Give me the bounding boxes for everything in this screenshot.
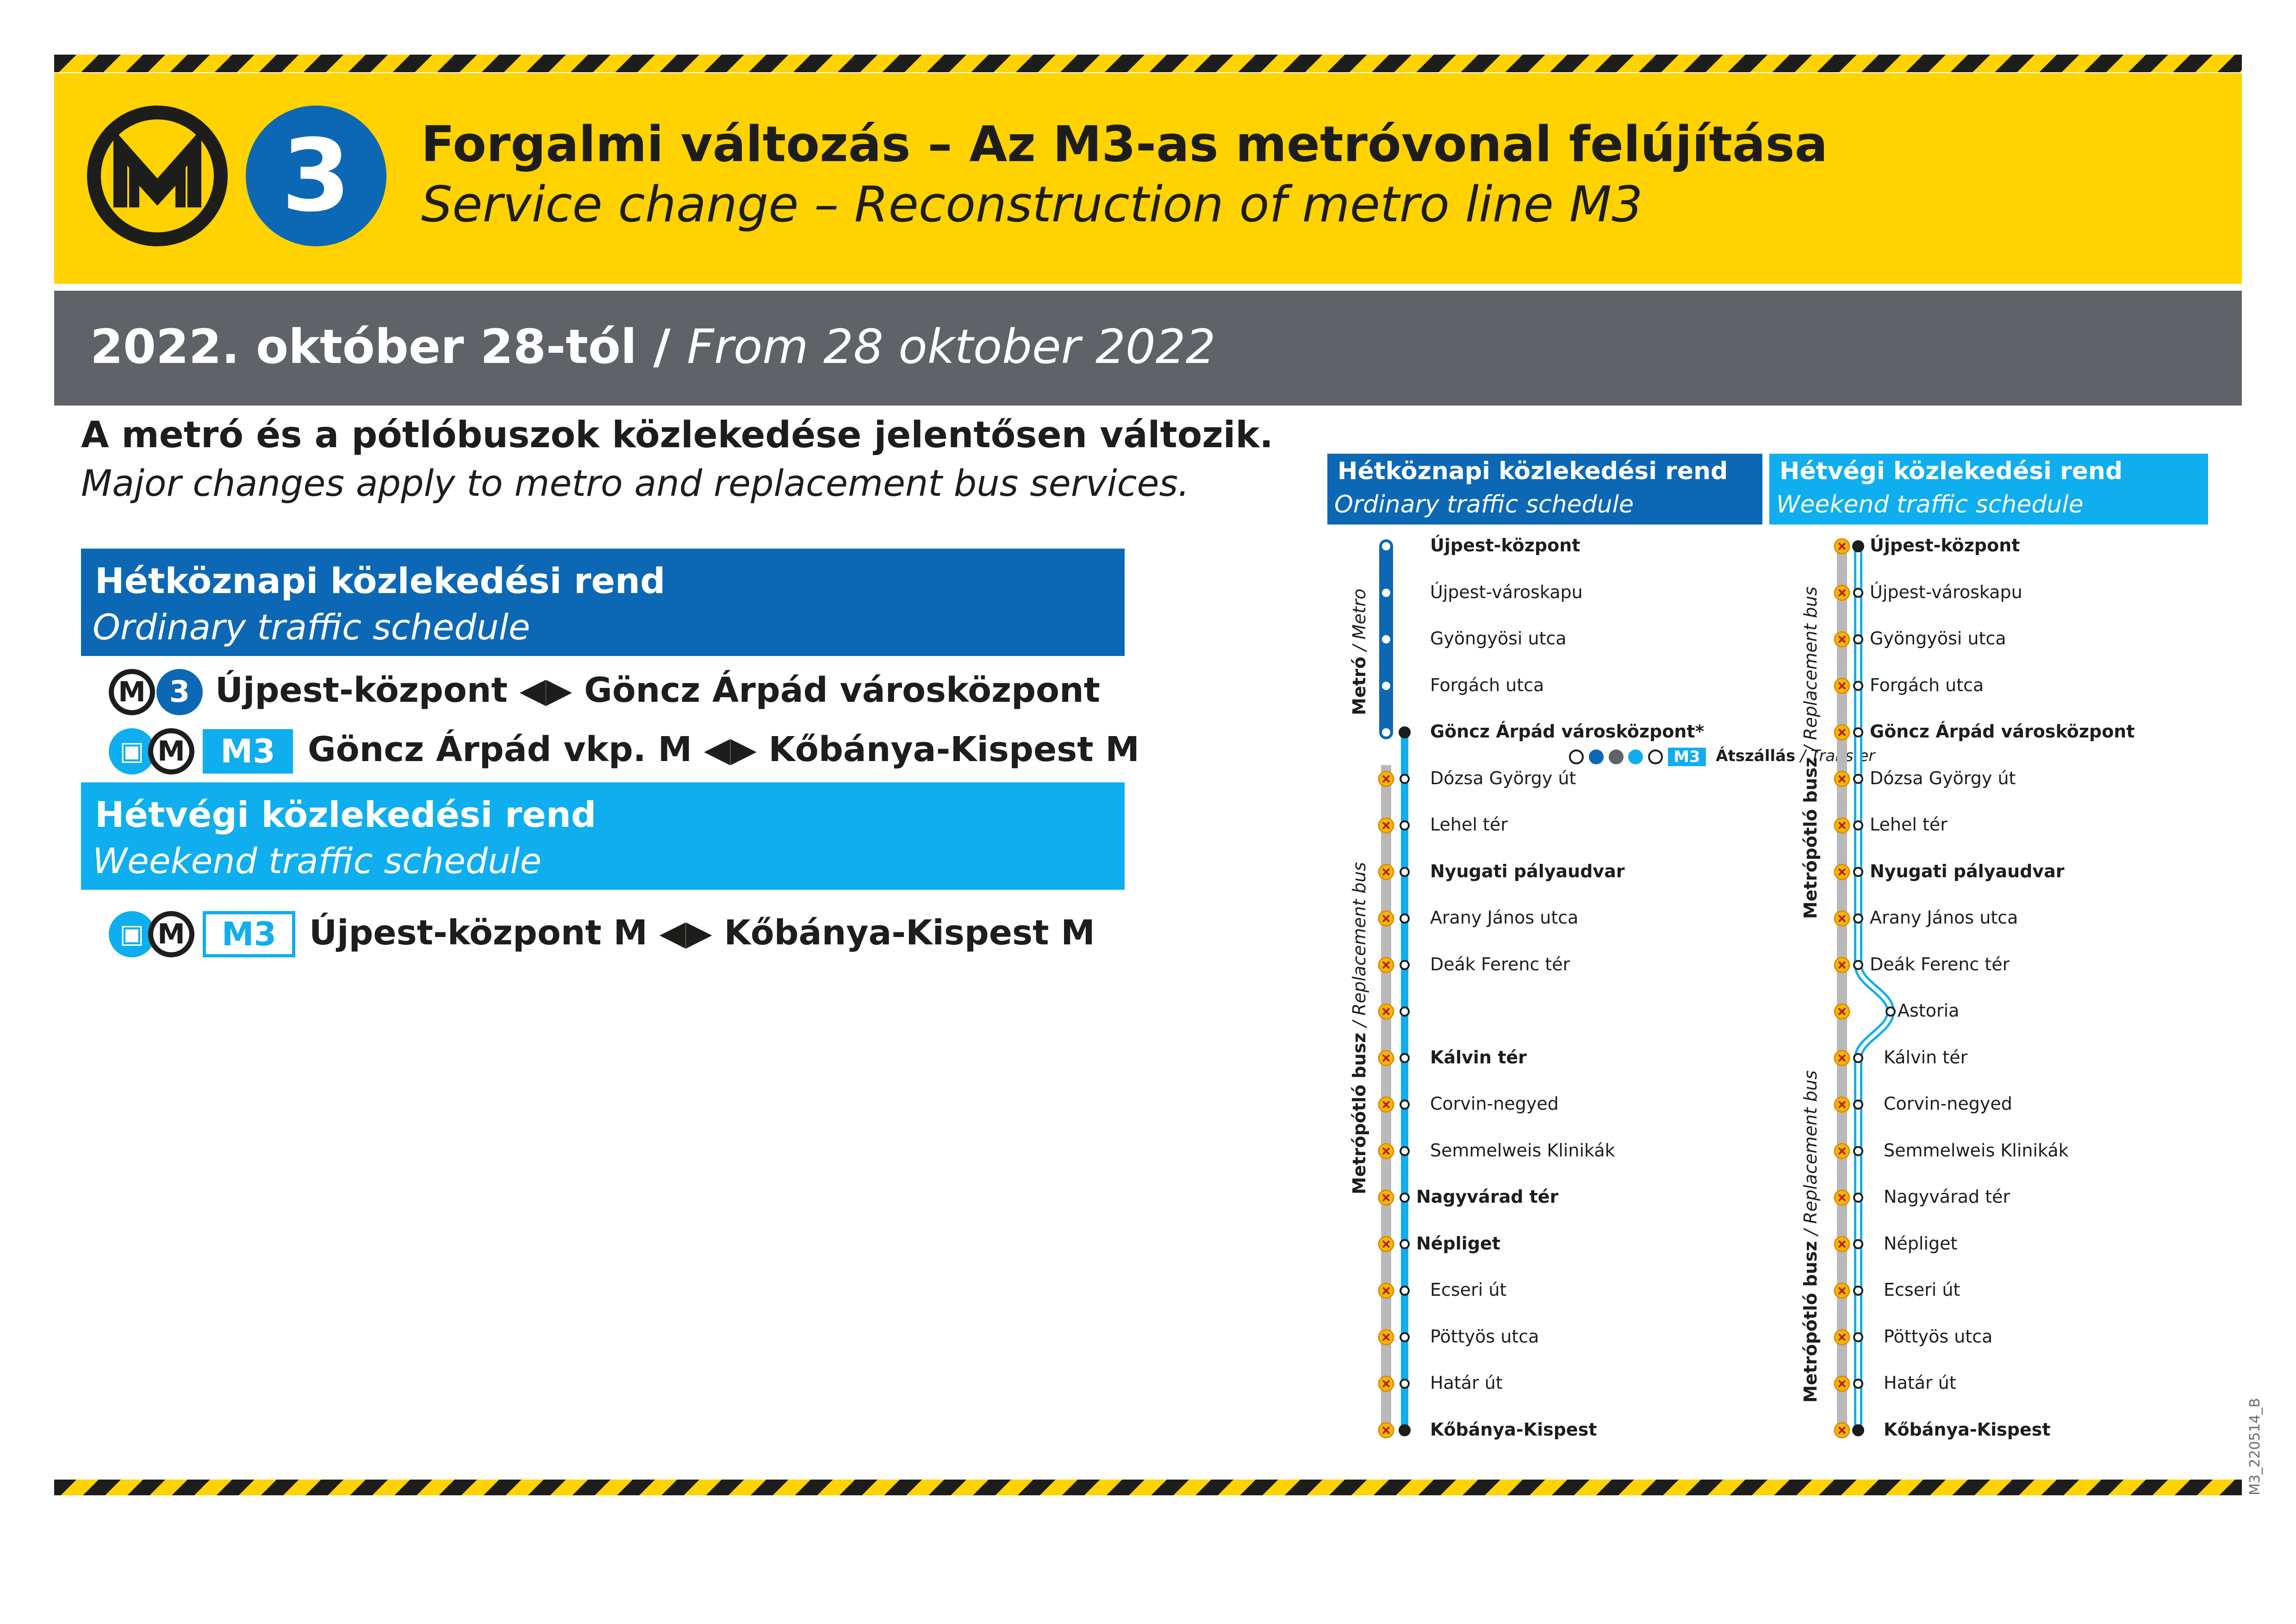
weekday-route-bus: Göncz Árpád vkp. M ◀▶ Kőbánya-Kispest M xyxy=(308,730,1140,769)
bus-stop-dot xyxy=(1400,868,1409,876)
weekend-box-subtitle: Weekend traffic schedule xyxy=(93,840,542,881)
bus-icon xyxy=(1628,750,1643,764)
stop-name: Pöttyös utca xyxy=(1430,1326,1539,1347)
bus-stop-dot xyxy=(1400,1054,1409,1062)
stop-name: Kálvin tér xyxy=(1884,1047,1968,1068)
bus-stop-dot xyxy=(1854,914,1862,923)
stop-name: Pöttyös utca xyxy=(1884,1326,1993,1347)
stop-name: Lehel tér xyxy=(1870,814,1948,835)
date-hu: 2022. október 28-tól xyxy=(90,319,637,375)
bus-stop-dot xyxy=(1400,1380,1409,1388)
metro-station-dot xyxy=(1382,542,1390,550)
stop-name: Göncz Árpád városközpont xyxy=(1870,721,2135,742)
bus-stop-dot xyxy=(1400,1425,1410,1436)
bus-stop-dot xyxy=(1854,728,1862,737)
weekend-bus-label-upper: Metrópótló busz / Replacement bus xyxy=(1800,587,1821,919)
stop-name: Dózsa György út xyxy=(1870,768,2016,788)
stop-name: Újpest-városkapu xyxy=(1870,581,2022,602)
bus-stop-dot xyxy=(1854,961,1862,969)
bus-stop-dot xyxy=(1400,914,1409,923)
bus-stop-dot xyxy=(1400,727,1410,737)
stop-name: Semmelweis Klinikák xyxy=(1430,1140,1615,1161)
weekday-box-subtitle: Ordinary traffic schedule xyxy=(93,606,530,648)
bus-stop-dot xyxy=(1400,821,1409,830)
line-3-icon: 3 xyxy=(156,669,203,715)
bus-stop-dot xyxy=(1400,775,1409,783)
stop-name: Ecseri út xyxy=(1430,1280,1507,1300)
intro-hu: A metró és a pótlóbuszok közlekedése jelentősen változik. xyxy=(81,414,1274,456)
stop-name: Újpest-városkapu xyxy=(1430,581,1583,602)
bus-stop-dot xyxy=(1886,1007,1895,1016)
bus-stop-dot xyxy=(1854,1287,1862,1295)
bus-stop-dot xyxy=(1854,1240,1862,1249)
weekday-metro-label: Metró / Metro xyxy=(1349,588,1369,715)
m3-transfer-tag: M3 xyxy=(1668,748,1706,766)
stop-name: Deák Ferenc tér xyxy=(1430,954,1570,974)
stop-name: Újpest-központ xyxy=(1870,535,2020,556)
stop-name: Nyugati pályaudvar xyxy=(1870,861,2065,881)
weekend-route-bus: Újpest-központ M ◀▶ Kőbánya-Kispest M xyxy=(309,913,1095,953)
stop-name: Nagyvárad tér xyxy=(1884,1187,2010,1207)
stop-name: Nyugati pályaudvar xyxy=(1430,861,1625,881)
bus-stop-dot xyxy=(1400,1333,1409,1342)
stop-name: Dózsa György út xyxy=(1430,768,1576,788)
bus-stop-dot xyxy=(1854,821,1862,830)
metro-station-dot xyxy=(1382,635,1390,643)
weekend-line-diagram xyxy=(1782,532,2198,1458)
stop-name: Lehel tér xyxy=(1430,814,1508,835)
m3-replacement-tag: M3 xyxy=(203,911,295,957)
bus-icon: ▣ xyxy=(109,911,155,957)
stop-name: Corvin-negyed xyxy=(1430,1093,1559,1114)
bus-stop-dot xyxy=(1854,1054,1862,1062)
date-separator: / xyxy=(636,319,687,375)
weekend-bus-label-lower: Metrópótló busz / Replacement bus xyxy=(1800,1070,1821,1403)
stop-name: Göncz Árpád városközpont* xyxy=(1430,721,1705,742)
stop-name: Forgách utca xyxy=(1870,675,1984,695)
transfer-note: M3 Átszállás / Transfer xyxy=(1569,747,1875,766)
stop-name: Ecseri út xyxy=(1884,1280,1960,1300)
weekday-bus-label: Metrópótló busz / Replacement bus xyxy=(1349,862,1369,1194)
metro-m-icon: M xyxy=(109,669,155,715)
weekday-diagram-title: Hétköznapi közlekedési rend xyxy=(1338,457,1728,485)
m3-replacement-tag: M3 xyxy=(203,729,293,774)
bus-stop-dot xyxy=(1853,541,1863,551)
stop-name: Forgách utca xyxy=(1430,675,1544,695)
metro-m-icon xyxy=(1569,750,1584,764)
bus-stop-dot xyxy=(1854,635,1862,643)
bus-stop-dot xyxy=(1400,1100,1409,1109)
line-3-badge: 3 xyxy=(246,106,386,246)
hazard-stripe-top xyxy=(54,55,2242,72)
bkv-metro-logo xyxy=(87,106,228,246)
bus-stop-dot xyxy=(1854,682,1862,690)
weekend-diagram-title: Hétvégi közlekedési rend xyxy=(1780,457,2123,485)
metro-m-icon xyxy=(101,119,214,232)
tram-icon xyxy=(1609,750,1624,764)
stop-name: Kőbánya-Kispest xyxy=(1430,1419,1597,1440)
bus-stop-dot xyxy=(1400,961,1409,969)
metro-station-dot xyxy=(1382,728,1390,737)
metro-m-icon: M xyxy=(148,728,194,775)
weekend-diagram-header xyxy=(1769,454,2208,525)
page-subtitle: Service change – Reconstruction of metro line M3 xyxy=(421,176,1643,233)
stop-name: Semmelweis Klinikák xyxy=(1884,1140,2069,1161)
line-3-icon xyxy=(1589,750,1604,764)
metro-m-icon: M xyxy=(148,911,194,957)
bus-stop-dot xyxy=(1853,1425,1863,1436)
page-title: Forgalmi változás – Az M3-as metróvonal felújítása xyxy=(421,116,1828,173)
stop-name: Corvin-negyed xyxy=(1884,1093,2012,1114)
stop-name: Deák Ferenc tér xyxy=(1870,954,2010,974)
stop-name: Népliget xyxy=(1884,1233,1958,1254)
bus-stop-dot xyxy=(1854,1100,1862,1109)
date-en: From 28 oktober 2022 xyxy=(687,319,1216,375)
bus-stop-dot xyxy=(1854,1380,1862,1388)
weekday-box-title: Hétköznapi közlekedési rend xyxy=(95,560,666,601)
bus-stop-dot xyxy=(1400,1007,1409,1016)
bus-stop-dot xyxy=(1854,868,1862,876)
stop-name: Arany János utca xyxy=(1430,907,1579,928)
document-code: M3_220514_B xyxy=(2247,1398,2263,1495)
weekday-route-metro: Újpest-központ ◀▶ Göncz Árpád városközpont xyxy=(215,670,1101,710)
stop-name: Kálvin tér xyxy=(1430,1047,1527,1068)
weekday-schedule-box xyxy=(81,549,1125,656)
stop-name: Határ út xyxy=(1430,1373,1503,1393)
bus-icon: ▣ xyxy=(109,728,155,775)
stop-name: Népliget xyxy=(1416,1233,1500,1254)
bus-stop-dot xyxy=(1400,1193,1409,1202)
bus-stop-dot xyxy=(1854,589,1862,597)
bus-stop-dot xyxy=(1400,1147,1409,1156)
stop-name: Határ út xyxy=(1884,1373,1956,1393)
stop-name: Kőbánya-Kispest xyxy=(1884,1419,2051,1440)
stop-name: Astoria xyxy=(1898,1000,1960,1021)
metro-station-dot xyxy=(1382,589,1390,597)
stop-name: Nagyvárad tér xyxy=(1416,1187,1559,1207)
bus-stop-dot xyxy=(1854,1193,1862,1202)
weekday-diagram-header xyxy=(1327,454,1762,525)
bus-stop-dot xyxy=(1854,1147,1862,1156)
effective-date xyxy=(90,319,1216,375)
weekend-schedule-box xyxy=(81,782,1125,890)
bus-stop-dot xyxy=(1854,1333,1862,1342)
bus-stop-dot xyxy=(1400,1287,1409,1295)
weekday-line-diagram xyxy=(1333,532,1749,1458)
bus-stop-dot xyxy=(1854,775,1862,783)
metro-m-icon xyxy=(1648,750,1663,764)
stop-name: Gyöngyösi utca xyxy=(1870,628,2006,649)
metro-station-dot xyxy=(1382,682,1390,690)
stop-name: Újpest-központ xyxy=(1430,535,1580,556)
stop-name: Arany János utca xyxy=(1870,907,2018,928)
stop-name: Gyöngyösi utca xyxy=(1430,628,1567,649)
bus-stop-dot xyxy=(1400,1240,1409,1249)
hazard-stripe-bottom xyxy=(54,1480,2242,1495)
weekend-diagram-subtitle: Weekend traffic schedule xyxy=(1776,491,2084,518)
weekend-box-title: Hétvégi közlekedési rend xyxy=(95,794,597,835)
weekday-diagram-subtitle: Ordinary traffic schedule xyxy=(1334,491,1634,518)
intro-en: Major changes apply to metro and replacement bus services. xyxy=(81,463,1189,505)
